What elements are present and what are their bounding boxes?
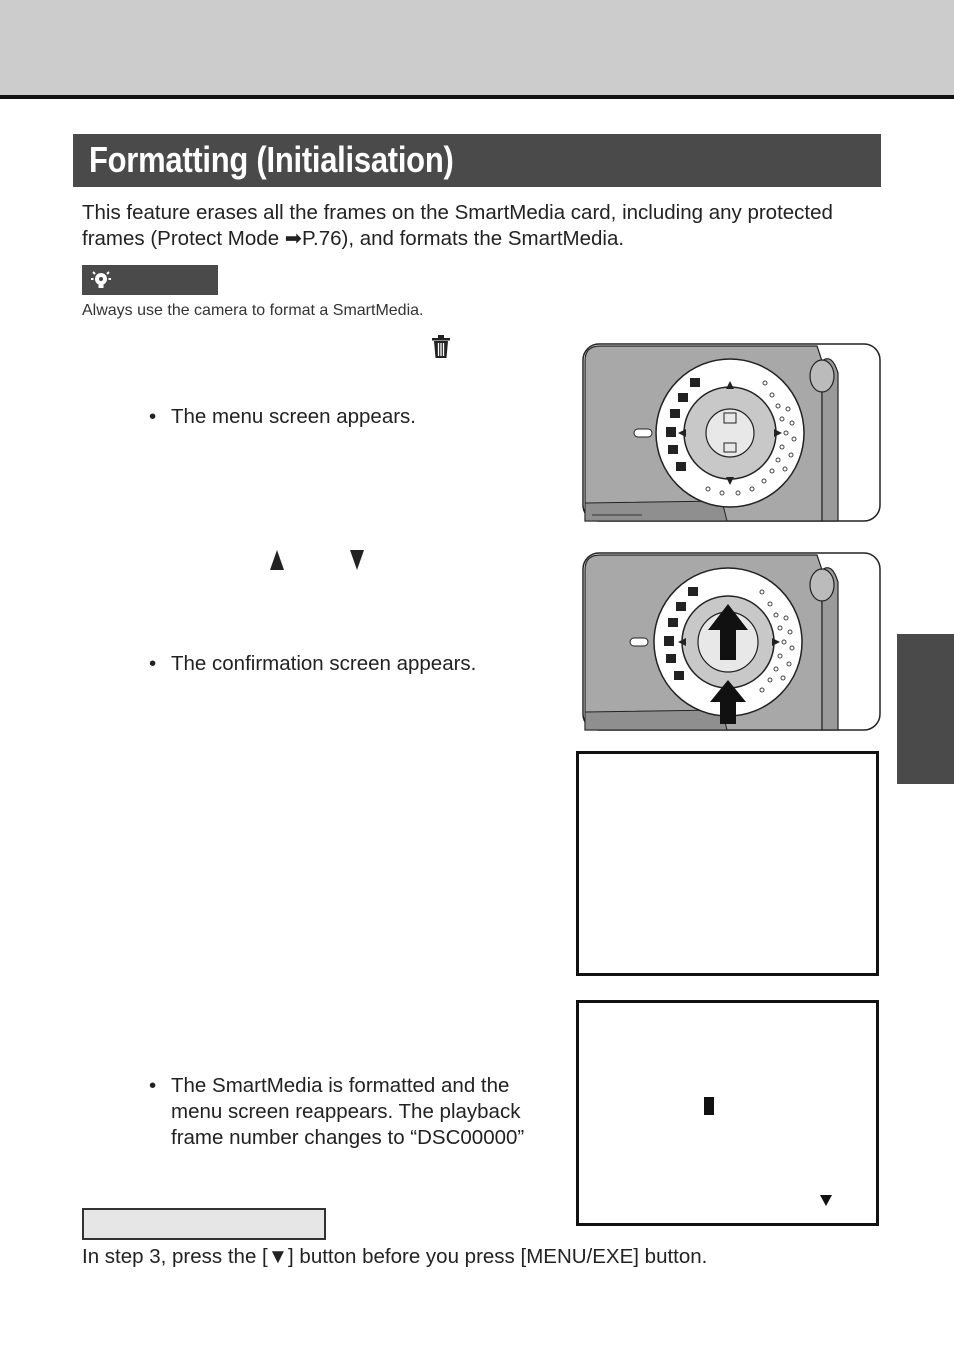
down-triangle-icon [819, 1193, 833, 1207]
bullet-text: The confirmation screen appears. [171, 652, 477, 675]
lcd-screen-confirmation [576, 751, 879, 976]
bullet-dot: • [149, 1074, 157, 1097]
lcd-screen-menu [576, 1000, 879, 1226]
intro-paragraph: This feature erases all the frames on the SmartMedia card, including any protected frames (Protect Mode ➡P.76), and formats the SmartMedia. [82, 201, 833, 250]
tip-label-box [82, 1208, 326, 1240]
section-tab [897, 634, 954, 784]
header-band [0, 0, 954, 96]
bullet-dot: • [149, 405, 157, 428]
lcd-cursor [704, 1097, 714, 1115]
up-arrow-icon [269, 549, 285, 571]
bullet-dot: • [149, 652, 157, 675]
header-rule [0, 95, 954, 99]
down-arrow-icon [349, 549, 365, 571]
lightbulb-icon [90, 271, 112, 289]
list-item [149, 651, 477, 677]
bullet-text: The SmartMedia is formatted and the menu screen reappears. The playback frame number changes to “DSC00000” [171, 1074, 525, 1149]
trash-icon [431, 335, 451, 359]
list-item [149, 404, 416, 430]
title-bar [73, 134, 881, 187]
camera-dial-illustration [582, 343, 882, 523]
tip-text: In step 3, press the [▼] button before you press [MENU/EXE] button. [82, 1245, 708, 1268]
camera-dial-arrows-illustration [582, 552, 882, 732]
note-text: Always use the camera to format a SmartMedia. [82, 302, 424, 319]
note-badge [82, 265, 218, 295]
bullet-text: The menu screen appears. [171, 405, 416, 428]
page-title: Formatting (Initialisation) [89, 139, 454, 180]
list-item [149, 1073, 551, 1151]
